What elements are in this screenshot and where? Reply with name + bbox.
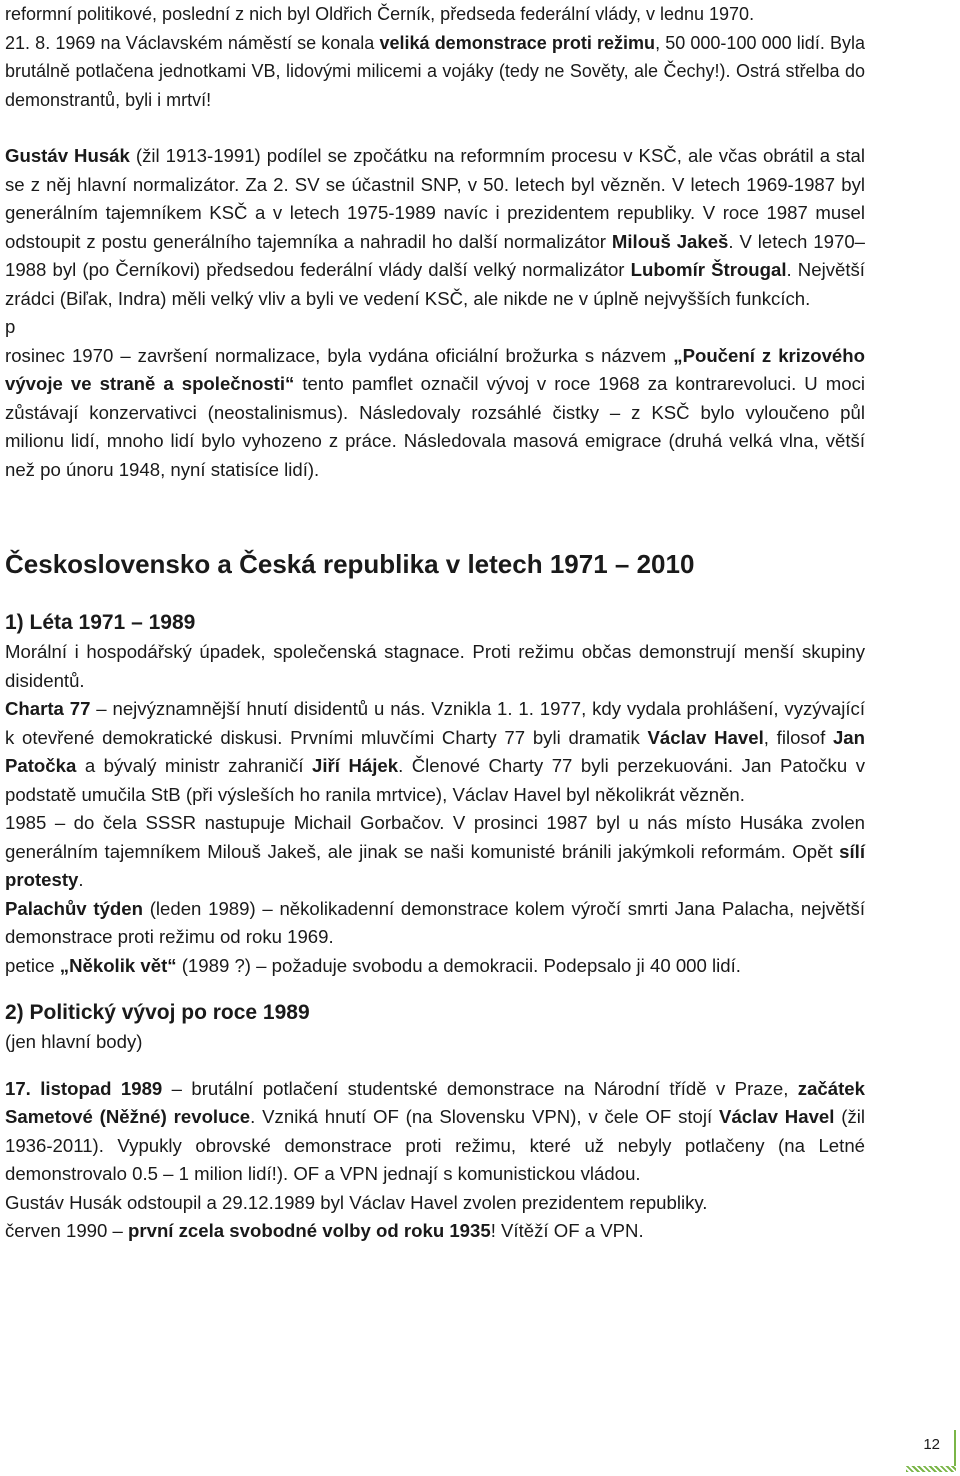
stray-letter: p	[5, 316, 16, 337]
bold-run: Václav Havel	[719, 1106, 835, 1127]
november-1989-paragraph	[5, 1075, 865, 1189]
section-1-paragraph-1: Morální i hospodářský úpadek, společenská stagnace. Proti režimu občas demonstrují menší skupiny disidentů.	[5, 641, 865, 691]
text-run: tento pamflet označil vývoj v roce 1968 za kontrarevoluci. U moci zůstávají konzervativci (neostalinismus). Následovaly rozsáhlé čistky – z KSČ bylo vyloučeno půl milionu lidí, mnoho lidí bylo vyhozeno z práce. Následovala masová emigrace (druhá velká vlna, větší než po únoru 1948, nyní statisíce lidí).	[5, 373, 865, 480]
text-run: . Největší zrádci (Biľak, Indra) měli velký vliv a byli ve vedení KSČ, ale nikde ne v úplně nejvyšších funkcích.	[5, 259, 865, 309]
text-run: . Vzniká hnutí OF (na Slovensku VPN), v čele OF stojí	[250, 1106, 720, 1127]
document-page	[5, 0, 865, 1246]
text-run: . V letech 1970–1988 byl (po Černíkovi) předsedou federální vlády další velký normalizátor	[5, 230, 866, 280]
bold-run: první zcela svobodné volby od roku 1935	[128, 1220, 491, 1241]
palach-week-paragraph	[5, 895, 865, 952]
bold-run: 17. listopad 1989	[5, 1077, 163, 1099]
text-run: 1985 – do čela SSSR nastupuje Michail Gorbačov. V prosinci 1987 byl u nás místo Husáka zvolen generálním tajemníkem Milouš Jakeš, ale jinak se naši komunisté bránili jakýmkoli reformám. Opět	[5, 812, 865, 862]
text-run: – brutální potlačení studentské demonstrace na Národní třídě v Praze,	[162, 1077, 798, 1099]
text-run: (leden 1989) – několikadenní demonstrace kolem výročí smrti Jana Palacha, největší demonstrace proti režimu od roku 1969.	[5, 897, 865, 947]
prosinec-paragraph	[5, 342, 865, 485]
text-run: (žil 1913-1991) podílel se zpočátku na reformním procesu v KSČ, ale včas obrátil a stal se z něj hlavní normalizátor. Za 2. SV se účastnil SNP, v 50. letech byl vězněn. V letech 1969-1987 byl generálním tajemníkem KSČ a v letech 1975-1989 navíc i prezidentem republiky. V roce 1987 musel odstoupit z postu generálního tajemníka a nahradil ho další normalizátor	[5, 145, 865, 252]
chapter-title: Československo a Česká republika v letech 1971 – 2010	[5, 549, 695, 579]
gorbachev-paragraph	[5, 809, 865, 895]
footer-stripe	[906, 1466, 956, 1472]
section-1-title: 1) Léta 1971 – 1989	[5, 611, 196, 634]
husak-resignation-paragraph: Gustáv Husák odstoupil a 29.12.1989 byl Václav Havel zvolen prezidentem republiky.	[5, 1191, 708, 1213]
text-run: , filosof	[763, 726, 833, 748]
text-run: 21. 8. 1969 na Václavském náměstí se konala	[5, 32, 380, 53]
bold-run: sílí protesty	[5, 840, 865, 890]
bold-run: Gustáv Husák	[5, 145, 130, 166]
text-run: (žil 1936-2011). Vypukly obrovské demonstrace proti režimu, které už nebyly potlačeny (na Letné demonstrovalo 0.5 – 1 milion lidí!). OF a VPN jednají s komunistickou vládou.	[5, 1106, 866, 1184]
text-run: rosinec 1970 – završení normalizace, byla vydána oficiální brožurka s názvem	[5, 344, 674, 366]
text-run: ! Vítěží OF a VPN.	[490, 1220, 644, 1241]
intro-paragraph	[5, 0, 865, 114]
text-run: – nejvýznamnější hnutí disidentů u nás. Vznikla 1. 1. 1977, kdy vydala prohlášení, vyzývající k otevřené demokratické diskusi. Prvními mluvčími Charty 77 byli dramatik	[5, 698, 865, 748]
bold-run: Václav Havel	[647, 726, 764, 748]
bold-run: Jiří Hájek	[312, 755, 399, 776]
text-run: petice	[5, 954, 60, 976]
text-run: červen 1990 –	[5, 1220, 129, 1241]
section-2-title: 2) Politický vývoj po roce 1989	[5, 1001, 310, 1024]
bold-run: Lubomír Štrougal	[630, 259, 787, 280]
husak-paragraph	[5, 142, 865, 313]
bold-run: veliká demonstrace proti režimu	[379, 32, 656, 53]
text-run: reformní politikové, poslední z nich byl Oldřich Černík, předseda federální vlády, v lednu 1970.	[5, 4, 755, 24]
text-run: (1989 ?) – požaduje svobodu a demokracii. Podepsalo ji 40 000 lidí.	[176, 954, 741, 976]
text-run: .	[78, 869, 84, 890]
bold-run: Milouš Jakeš	[611, 230, 729, 252]
bold-run: „Několik vět“	[59, 954, 177, 976]
text-run: a bývalý ministr zahraničí	[76, 755, 313, 776]
page-number-box	[906, 1430, 956, 1468]
section-2-subtitle: (jen hlavní body)	[5, 1031, 143, 1052]
charta-77-paragraph	[5, 695, 865, 809]
bold-run: Charta 77	[5, 698, 91, 719]
page-number: 12	[923, 1436, 940, 1453]
text-run: , 50 000-100 000 lidí. Byla brutálně potlačena jednotkami VB, lidovými milicemi a vojáky (tedy ne Sověty, ale Čechy!). Ostrá střelba do demonstrantů, byli i mrtví!	[5, 32, 865, 110]
bold-run: Palachův týden	[5, 897, 143, 919]
petition-paragraph	[5, 952, 865, 981]
text-run: . Členové Charty 77 byli perzekuováni. Jan Patočku v podstatě umučila StB (při výsleších ho ranila mrtvice), Václav Havel byl několikrát vězněn.	[5, 755, 865, 805]
bold-run: Jan Patočka	[5, 726, 866, 776]
bold-run: začátek Sametové (Něžné) revoluce	[5, 1077, 865, 1127]
elections-1990-paragraph	[5, 1217, 865, 1246]
bold-run: „Poučení z krizového vývoje ve straně a společnosti“	[5, 344, 865, 394]
